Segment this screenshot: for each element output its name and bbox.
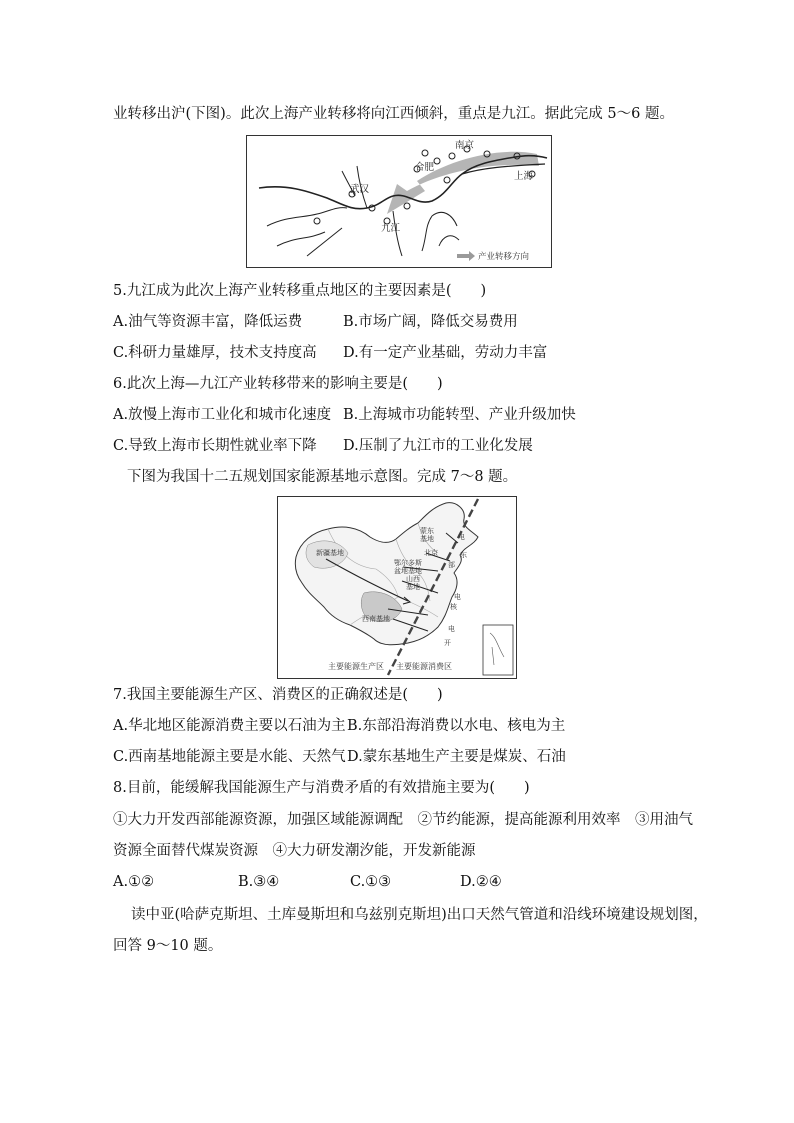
- intro-text-3-line-1: 读中亚(哈萨克斯坦、土库曼斯坦和乌兹别克斯坦)出口天然气管道和沿线环境建设规划图，: [131, 907, 708, 923]
- q5-option-d: D.有一定产业基础，劳动力丰富: [343, 345, 548, 361]
- label-eerduosi-base: 盆地基地: [394, 567, 422, 575]
- label-bu: 部: [448, 561, 455, 569]
- label-hefei: 合肥: [415, 162, 435, 173]
- intro-text-1: 业转移出沪(下图)。此次上海产业转移将向江西倾斜，重点是九江。据此完成 5～6 题。: [113, 106, 674, 122]
- label-shanxi-base: 基地: [406, 583, 420, 591]
- q8-option-a: A.①②: [113, 874, 155, 890]
- label-nanjing: 南京: [455, 140, 475, 151]
- q8-option-c: C.①③: [350, 874, 392, 890]
- q8-body-line-1: ①大力开发西部能源资源，加强区域能源调配 ②节约能源，提高能源利用效率 ③用油气: [113, 812, 693, 828]
- q6-option-d: D.压制了九江市的工业化发展: [343, 438, 533, 454]
- label-wuhan: 武汉: [350, 184, 370, 195]
- q5-option-b: B.市场广阔，降低交易费用: [343, 314, 518, 330]
- legend-production-zone: 主要能源生产区: [328, 662, 384, 671]
- label-kai: 开: [444, 639, 451, 647]
- q7-stem: 7.我国主要能源生产区、消费区的正确叙述是( ): [113, 687, 443, 703]
- intro-text-3-line-2: 回答 9～10 题。: [113, 938, 223, 954]
- q5-option-a: A.油气等资源丰富，降低运费: [113, 314, 303, 330]
- q7-option-b: B.东部沿海消费以水电、核电为主: [347, 718, 566, 734]
- q7-option-d: D.蒙东基地生产主要是煤炭、石油: [347, 749, 566, 765]
- q7-option-c: C.西南基地能源主要是水能、天然气: [113, 749, 346, 765]
- q8-option-d: D.②④: [460, 874, 502, 890]
- label-dong: 东: [460, 551, 467, 559]
- q6-option-c: C.导致上海市长期性就业率下降: [113, 438, 317, 454]
- q8-stem: 8.目前，能缓解我国能源生产与消费矛盾的有效措施主要为( ): [113, 780, 530, 796]
- label-beijing: 北京: [424, 549, 438, 557]
- q5-option-c: C.科研力量雄厚，技术支持度高: [113, 345, 317, 361]
- label-mengdong-base: 基地: [420, 535, 434, 543]
- intro-text-2: 下图为我国十二五规划国家能源基地示意图。完成 7～8 题。: [127, 469, 518, 485]
- label-xinan-base: 西南基地: [362, 615, 390, 623]
- label-dian: 电: [458, 533, 465, 541]
- q5-stem: 5.九江成为此次上海产业转移重点地区的主要因素是( ): [113, 283, 487, 299]
- q6-stem: 6.此次上海—九江产业转移带来的影响主要是( ): [113, 376, 443, 392]
- label-xinjiang-base: 新疆基地: [316, 549, 344, 557]
- label-he: 核: [450, 603, 457, 611]
- label-mengdong: 蒙东: [420, 527, 434, 535]
- label-shanghai: 上海: [514, 171, 534, 182]
- legend-consumption-zone: 主要能源消费区: [396, 662, 452, 671]
- industry-transfer-map: [246, 135, 552, 268]
- label-dian-2: 电: [454, 593, 461, 601]
- q8-option-b: B.③④: [238, 874, 280, 890]
- q6-option-b: B.上海城市功能转型、产业升级加快: [343, 407, 576, 423]
- label-shanxi: 山西: [406, 575, 420, 583]
- label-jiujiang: 九江: [381, 223, 401, 234]
- q8-body-line-2: 资源全面替代煤炭资源 ④大力研发潮汐能，开发新能源: [113, 843, 476, 859]
- label-dian-3: 电: [448, 625, 455, 633]
- energy-base-map: [277, 496, 517, 679]
- label-eerduosi: 鄂尔多斯: [394, 559, 422, 567]
- legend-transfer-direction: 产业转移方向: [478, 252, 530, 262]
- q6-option-a: A.放慢上海市工业化和城市化速度: [113, 407, 332, 423]
- q7-option-a: A.华北地区能源消费主要以石油为主: [113, 718, 346, 734]
